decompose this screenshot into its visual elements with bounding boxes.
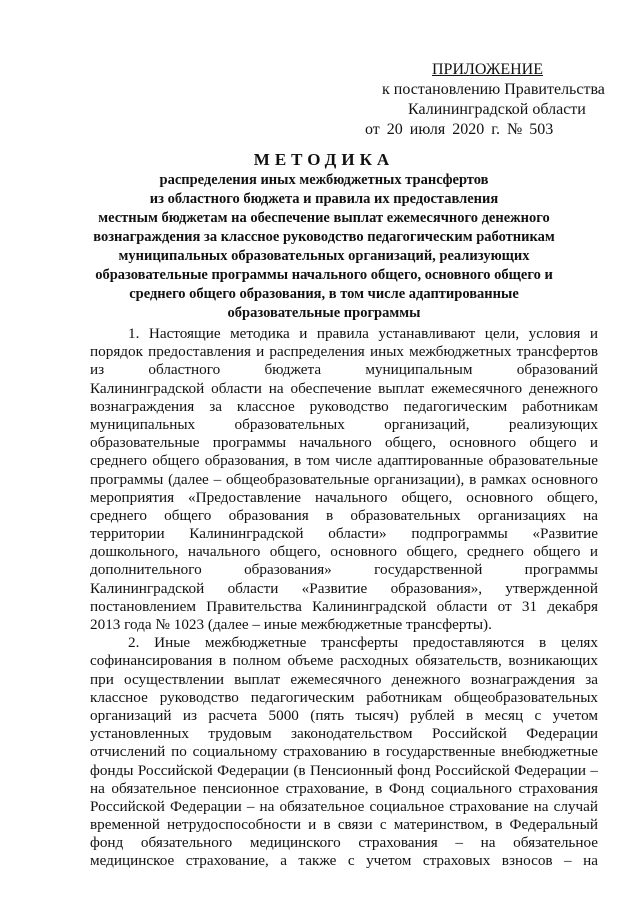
body-line: классное руководство педагогическим работникам общеобразовательных [90,688,598,706]
body-line: на обязательное пенсионное страхование, в Фонд социального страхования [90,779,598,797]
appendix-line-date: от 20 июля 2020 г. № 503 [365,121,554,138]
body-line: программы (далее – общеобразовательные организации), в рамках основного [90,470,598,488]
body-line: 2. Иные межбюджетные трансферты предоставляются в целях [128,634,598,652]
title-line: образовательные программы начального общего, основного общего и [95,267,553,283]
body-line: софинансирования в полном объеме расходных обязательств, возникающих [90,652,598,670]
body-line: организаций из расчета 5000 (пять тысяч) рублей в месяц с учетом [90,706,598,724]
body-line: установленных трудовым законодательством Российской Федерации [90,725,598,743]
title-line: среднего общего образования, в том числе адаптированные [129,286,519,302]
title-line: местным бюджетам на обеспечение выплат ежемесячного денежного [98,210,550,226]
body-line: среднего общего образования, в том числе адаптированные образовательные [90,452,598,470]
appendix-line-region: Калининградской области [408,101,586,118]
document-title-block [80,150,568,323]
appendix-header [340,60,605,140]
title-line: муниципальных образовательных организаций, реализующих [118,248,530,264]
body-line: фонд обязательного медицинского страхования – на обязательное [90,834,598,852]
title-line: распределения иных межбюджетных трансфертов [159,172,489,188]
body-line: Российской Федерации – на обязательное социальное страхование на случай [90,797,598,815]
body-line: образовательные программы начального общего, основного общего и [90,434,598,452]
appendix-line-resolution: к постановлению Правительства [382,81,605,98]
appendix-heading: ПРИЛОЖЕНИЕ [432,61,544,78]
body-line: 1. Настоящие методика и правила устанавливают цели, условия и [128,325,598,342]
body-line: при осуществлении выплат ежемесячного денежного вознаграждения за [90,670,598,688]
body-line: 2013 года № 1023 (далее – иные межбюджетные трансферты). [90,616,492,633]
body-line: постановлением Правительства Калининградской области от 31 декабря [90,597,598,615]
body-line: среднего общего образования в образовательных организациях на [90,506,598,524]
body-line: дошкольного, начального общего, основного общего, среднего общего и [90,543,598,561]
body-line: вознаграждения за классное руководство педагогическим работникам [90,397,598,415]
body-line: дополнительного образования» государственной программы [90,561,598,579]
body-line: порядок предоставления и распределения иных межбюджетных трансфертов [90,343,598,361]
body-line: из областного бюджета муниципальным образований [90,361,598,379]
body-line: Калининградской области «Развитие образования», утвержденной [90,579,598,597]
body-line: Калининградской области на обеспечение выплат ежемесячного денежного [90,379,598,397]
body-line: мероприятия «Предоставление начального общего, основного общего, [90,488,598,506]
document-body [90,325,598,871]
body-line: фонды Российской Федерации (в Пенсионный фонд Российской Федерации – [90,761,598,779]
body-line: временной нетрудоспособности и в связи с материнством, в Федеральный [90,816,598,834]
body-line: территории Калининградской области» подпрограммы «Развитие [90,525,598,543]
title-line: из областного бюджета и правила их предоставления [149,191,499,207]
title-line: вознаграждения за классное руководство педагогическим работникам [93,229,555,245]
body-line: муниципальных образовательных организаций, реализующих [90,415,598,433]
title-line: образовательные программы [227,305,421,321]
body-line: медицинское страхование, а также с учетом страховых взносов – на [90,852,598,870]
body-line: отчислений по социальному страхованию в государственные внебюджетные [90,743,598,761]
document-title: МЕТОДИКА [253,150,395,169]
